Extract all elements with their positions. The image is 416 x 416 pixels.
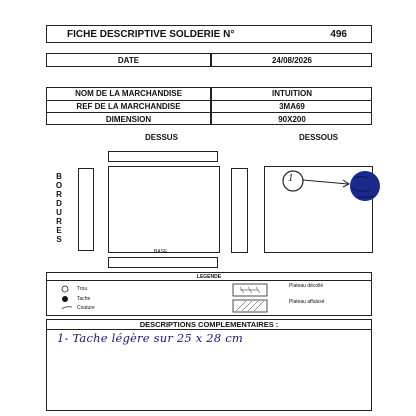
legend-plateau-decolle: Plateau décollé [289,283,324,289]
view-label-bottom: DESSOUS [299,133,339,142]
base-label: BASE [154,249,168,255]
form-number: 496 [330,28,347,40]
complementary-box [46,319,372,411]
border-strip-right [231,168,248,253]
info-label: DIMENSION [105,114,152,124]
borders-letter: B [56,172,62,181]
view-label-top: DESSUS [145,133,178,142]
border-strip-left [78,168,94,251]
form-title: FICHE DESCRIPTIVE SOLDERIE N° [67,28,235,40]
top-view-panel [108,166,220,253]
info-row-dimension [47,113,371,126]
legend-box [46,272,372,316]
circle-outline-icon [61,285,69,293]
info-value: 3MA69 [279,101,305,111]
info-table [46,87,372,125]
legend-plateau-affaisse: Plateau affaissé [289,299,325,305]
date-label: DATE [117,55,140,65]
legend-title: LEGENDE [47,273,371,281]
legend-item-label: Couture [77,305,95,311]
borders-letter: U [56,208,62,217]
handwritten-note: 1- Tache légère sur 25 x 28 cm [57,331,243,345]
date-row [46,53,372,67]
borders-letter: E [56,226,62,235]
stain-mark [350,171,380,201]
defect-marker-number: 1 [288,174,294,184]
info-value: INTUITION [272,89,312,99]
defect-annotation [264,166,384,226]
info-label: REF DE LA MARCHANDISE [76,101,181,111]
legend-item-label: Trou [77,286,88,292]
defect-arrow-line [303,180,348,184]
filled-dot-icon [61,295,69,303]
header-box [46,25,372,43]
info-row-ref [47,101,371,114]
border-strip-top [108,151,218,162]
info-value: 90X200 [278,114,306,124]
line-icon [61,305,73,311]
info-label: NOM DE LA MARCHANDISE [75,89,182,99]
borders-letter: O [55,181,63,190]
info-row-name [47,88,371,101]
borders-label [54,172,64,244]
border-strip-bottom [108,257,218,268]
borders-letter: S [56,235,62,244]
borders-letter: D [56,199,62,208]
legend-item-label: Tache [77,296,91,302]
borders-letter: R [56,217,62,226]
borders-letter: R [56,190,62,199]
date-value: 24/08/2026 [271,55,313,65]
complementary-title: DESCRIPTIONS COMPLEMENTAIRES : [47,320,371,330]
plateau-icons [232,283,268,315]
